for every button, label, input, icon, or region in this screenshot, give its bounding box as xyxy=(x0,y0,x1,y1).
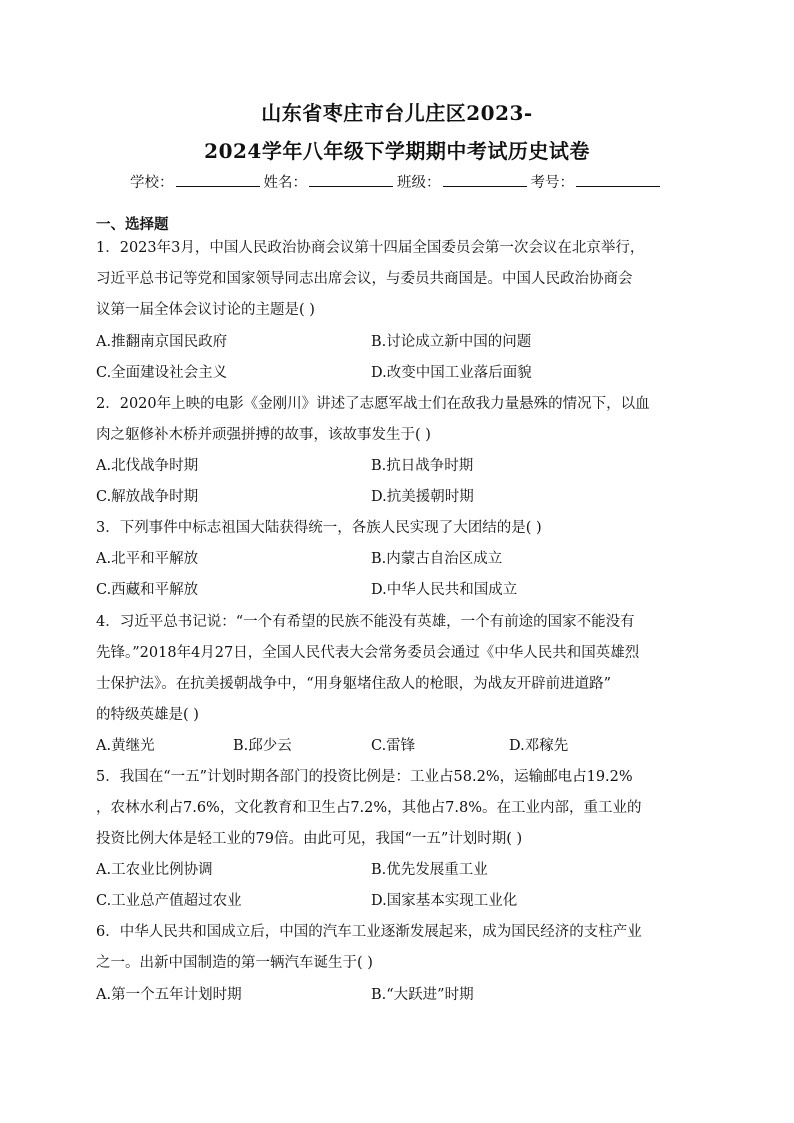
question-6-option-a[interactable]: A.第一个五年计划时期 xyxy=(96,987,242,1003)
question-5-option-d[interactable]: D.国家基本实现工业化 xyxy=(371,893,518,909)
name-label: 姓名： xyxy=(263,175,307,191)
question-6-option-b[interactable]: B.“大跃进”时期 xyxy=(371,987,474,1003)
question-3-option-b[interactable]: B.内蒙古自治区成立 xyxy=(371,551,503,567)
question-4-option-d[interactable]: D.邓稼先 xyxy=(509,738,569,754)
question-4-option-b[interactable]: B.邱少云 xyxy=(233,738,292,754)
question-6-line-2: 之一。出新中国制造的第一辆汽车诞生于( ) xyxy=(96,955,373,971)
question-4-option-a[interactable]: A.黄继光 xyxy=(96,738,155,754)
question-1-line-3: 议第一届全体会议讨论的主题是( ) xyxy=(96,302,315,318)
question-2-option-a[interactable]: A.北伐战争时期 xyxy=(96,458,199,474)
title-line-2: 2024学年八年级下学期期中考试历史试卷 xyxy=(204,139,590,163)
question-4-line-3: 士保护法》。在抗美援朝战争中，“用身躯堵住敌人的枪眼，为战友开辟前进道路” xyxy=(96,676,612,692)
class-blank xyxy=(443,172,527,187)
question-5-line-1: 5．我国在“一五”计划时期各部门的投资比例是：工业占58.2%，运输邮电占19.2% xyxy=(96,769,633,785)
question-5-line-2: ，农林水利占7.6%，文化教育和卫生占7.2%，其他占7.8%。在工业内部，重工业的 xyxy=(96,800,642,816)
question-2-line-2: 肉之躯修补木桥并顽强拼搏的故事，该故事发生于( ) xyxy=(96,427,431,443)
question-5-option-c[interactable]: C.工业总产值超过农业 xyxy=(96,893,242,909)
question-5-option-b[interactable]: B.优先发展重工业 xyxy=(371,862,488,878)
question-1-line-1: 1．2023年3月，中国人民政治协商会议第十四届全国委员会第一次会议在北京举行， xyxy=(96,240,645,256)
student-info-row xyxy=(0,172,794,193)
question-1-option-d[interactable]: D.改变中国工业落后面貌 xyxy=(371,365,532,381)
title-line-1: 山东省枣庄市台儿庄区2023- xyxy=(261,101,533,125)
question-3-option-c[interactable]: C.西藏和平解放 xyxy=(96,582,199,598)
question-4-line-2: 先锋。”2018年4月27日，全国人民代表大会常务委员会通过《中华人民共和国英雄烈 xyxy=(96,645,640,661)
class-label: 班级： xyxy=(397,175,441,191)
question-1-option-c[interactable]: C.全面建设社会主义 xyxy=(96,365,228,381)
question-1-line-2: 习近平总书记等党和国家领导同志出席会议，与委员共商国是。中国人民政治协商会 xyxy=(96,271,633,287)
school-label: 学校： xyxy=(130,175,174,191)
question-4-line-4: 的特级英雄是( ) xyxy=(96,707,199,723)
question-2-line-1: 2．2020年上映的电影《金刚川》讲述了志愿军战士们在敌我力量悬殊的情况下，以血 xyxy=(96,396,650,412)
question-5-option-a[interactable]: A.工农业比例协调 xyxy=(96,862,213,878)
question-6-line-1: 6．中华人民共和国成立后，中国的汽车工业逐渐发展起来，成为国民经济的支柱产业 xyxy=(96,924,642,940)
question-2-option-c[interactable]: C.解放战争时期 xyxy=(96,489,199,505)
school-blank xyxy=(176,172,260,187)
question-2-option-d[interactable]: D.抗美援朝时期 xyxy=(371,489,474,505)
question-2-option-b[interactable]: B.抗日战争时期 xyxy=(371,458,474,474)
exam-number-label: 考号： xyxy=(530,175,574,191)
question-1-option-b[interactable]: B.讨论成立新中国的问题 xyxy=(371,334,532,350)
section-heading: 一、选择题 xyxy=(96,216,169,233)
question-5-line-3: 投资比例大体是轻工业的79倍。由此可见，我国“一五”计划时期( ) xyxy=(96,831,523,847)
question-1-option-a[interactable]: A.推翻南京国民政府 xyxy=(96,334,228,350)
question-4-line-1: 4．习近平总书记说：“一个有希望的民族不能没有英雄，一个有前途的国家不能没有 xyxy=(96,614,635,630)
question-3-line-1: 3．下列事件中标志祖国大陆获得统一，各族人民实现了大团结的是( ) xyxy=(96,520,542,536)
exam-number-blank xyxy=(576,172,660,187)
question-4-option-c[interactable]: C.雷锋 xyxy=(371,738,416,754)
name-blank xyxy=(309,172,393,187)
question-3-option-d[interactable]: D.中华人民共和国成立 xyxy=(371,582,518,598)
question-3-option-a[interactable]: A.北平和平解放 xyxy=(96,551,199,567)
